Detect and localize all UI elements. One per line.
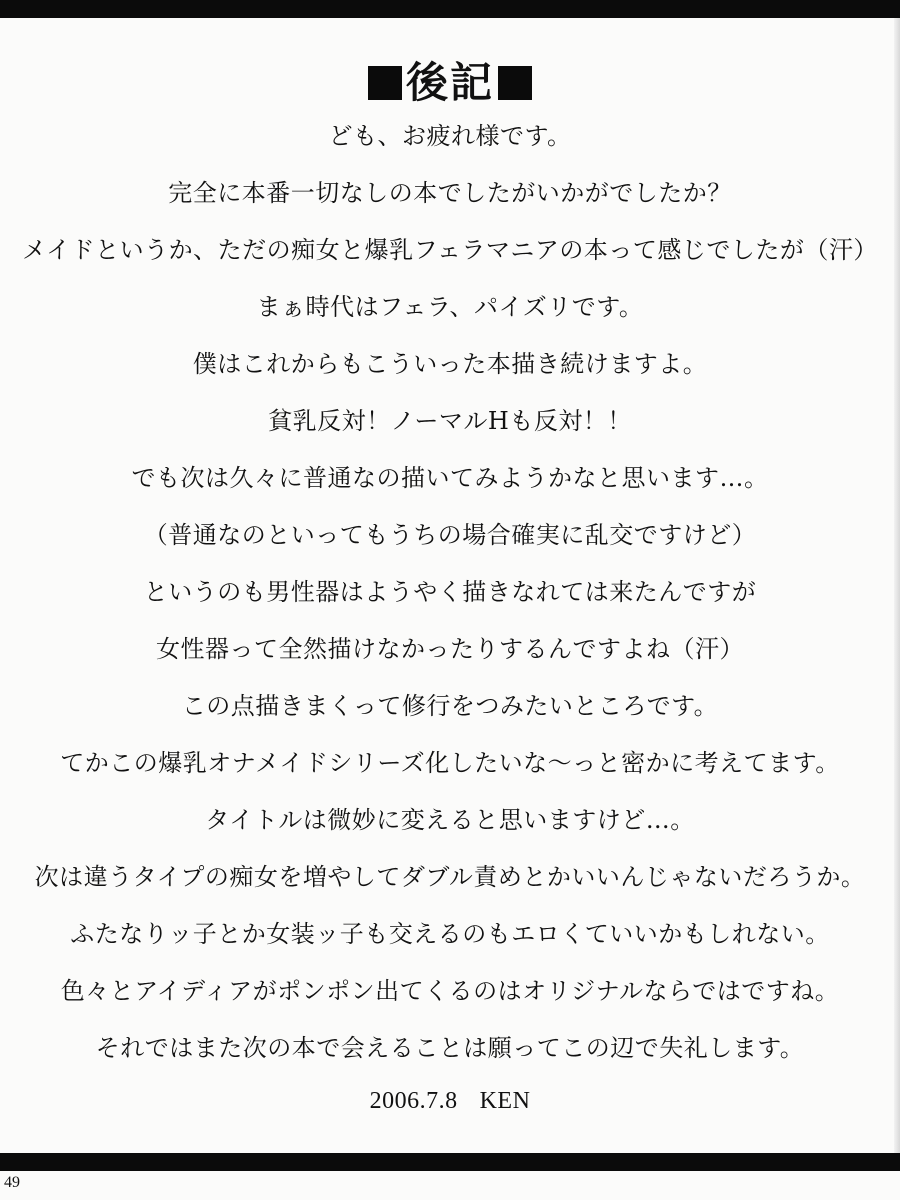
body-line: この点描きまくって修行をつみたいところです。: [181, 692, 719, 720]
body-line: まぁ時代はフェラ、パイズリです。: [256, 293, 644, 321]
body-line: （普通なのといってもうちの場合確実に乱交ですけど）: [143, 521, 757, 549]
body-line: メイドというか、ただの痴女と爆乳フェラマニアの本って感じでしたが（汗）: [22, 236, 878, 264]
signature: [0, 1088, 900, 1115]
title-text: 後記: [405, 58, 494, 107]
body-line: タイトルは微妙に変えると思いますけど…。: [205, 806, 695, 834]
black-square-icon: [498, 66, 532, 100]
body-line: 貧乳反対！ノーマルHも反対！！: [268, 407, 632, 435]
page-number: 49: [4, 1174, 20, 1191]
body-line: 完全に本番一切なしの本でしたがいかがでしたか？: [168, 179, 732, 207]
signature-date: 2006.7.8: [369, 1088, 458, 1114]
bottom-border-bar: [0, 1153, 900, 1171]
afterword-body: [0, 114, 900, 1083]
signature-author: KEN: [479, 1088, 531, 1114]
body-line: でも次は久々に普通なの描いてみようかなと思います…。: [131, 464, 769, 492]
body-line: 次は違うタイプの痴女を増やしてダブル責めとかいいんじゃないだろうか。: [34, 863, 866, 891]
body-line: てかこの爆乳オナメイドシリーズ化したいな〜っと密かに考えてます。: [60, 749, 840, 777]
top-border-bar: [0, 0, 900, 18]
page-title: [0, 58, 900, 108]
body-line: 僕はこれからもこういった本描き続けますよ。: [192, 350, 708, 378]
body-line: ども、お疲れ様です。: [328, 122, 572, 150]
body-line: それではまた次の本で会えることは願ってこの辺で失礼します。: [95, 1034, 805, 1062]
body-line: 色々とアイディアがポンポン出てくるのはオリジナルならではですね。: [60, 977, 840, 1005]
body-line: ふたなりッ子とか女装ッ子も交えるのもエロくていいかもしれない。: [70, 920, 830, 948]
body-line: 女性器って全然描けなかったりするんですよね（汗）: [156, 635, 744, 663]
black-square-icon: [368, 66, 402, 100]
body-line: というのも男性器はようやく描きなれては来たんですが: [143, 578, 757, 606]
